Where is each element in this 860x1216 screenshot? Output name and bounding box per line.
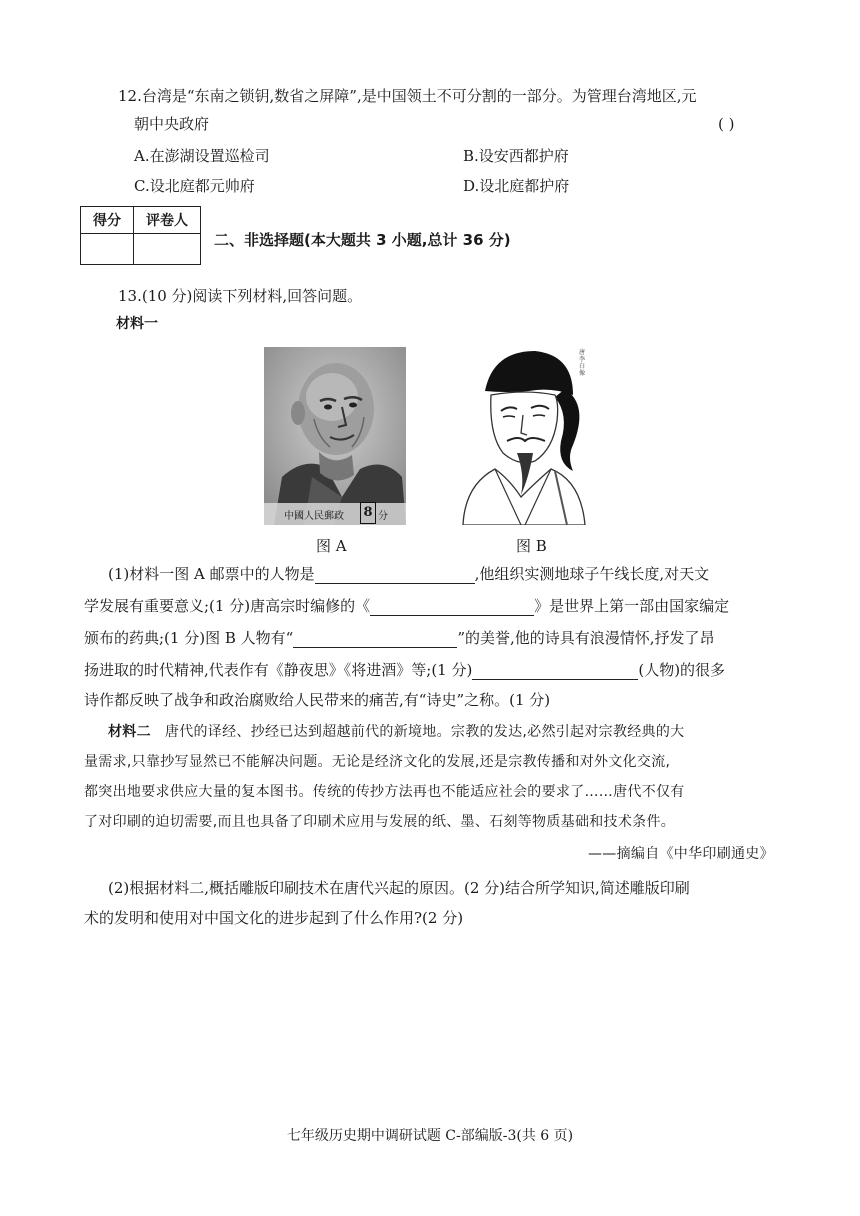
part1-l1-a: (1)材料一图 A 邮票中的人物是 (108, 565, 315, 583)
material-2-line1 (108, 722, 684, 742)
stamp-value: 8 (360, 502, 376, 524)
blank-pharmacopoeia[interactable] (370, 599, 534, 616)
q13-part1-line2 (84, 596, 729, 616)
q12-stem-line1: 12.台湾是“东南之锁钥,数省之屏障”,是中国领土不可分割的一部分。为管理台湾地区,元 (118, 87, 697, 105)
stamp-portrait-image (264, 347, 406, 525)
grader-cell[interactable] (134, 234, 201, 265)
q13-part1-line4 (84, 660, 725, 680)
material-1-label: 材料一 (116, 316, 158, 332)
material-2-label: 材料二 (108, 724, 151, 740)
material-2-line4: 了对印刷的迫切需要,而且也具备了印刷术应用与发展的纸、墨、石刻等物质基础和技术条件。 (84, 814, 676, 830)
q13-part2-line1: (2)根据材料二,概括雕版印刷技术在唐代兴起的原因。(2 分)结合所学知识,简述雕版印刷 (108, 879, 690, 897)
q13-stem: 13.(10 分)阅读下列材料,回答问题。 (118, 287, 363, 305)
poet-portrait-image (455, 345, 593, 525)
part1-l2-a: 学发展有重要意义;(1 分)唐高宗时编修的《 (84, 597, 371, 615)
q12-option-c: C.设北庭都元帅府 (134, 177, 255, 195)
q13-part1-line3 (84, 628, 715, 648)
part1-l2-b: 》是世界上第一部由国家编定 (534, 597, 730, 615)
q12-option-a: A.在澎湖设置巡检司 (134, 147, 270, 165)
score-cell[interactable] (81, 234, 134, 265)
part1-l3-b: ”的美誉,他的诗具有浪漫情怀,抒发了昂 (457, 629, 715, 647)
portrait-inscription: 唐李白像 (579, 349, 586, 377)
q12-option-d: D.设北庭都护府 (463, 177, 570, 195)
q12-stem-line2: 朝中央政府 (134, 115, 210, 133)
material-2-line3: 都突出地要求供应大量的复本图书。传统的传抄方法再也不能适应社会的要求了……唐代不仅有 (84, 784, 685, 800)
q13-part2-line2: 术的发明和使用对中国文化的进步起到了什么作用?(2 分) (84, 909, 464, 927)
grader-label: 评卷人 (134, 207, 201, 234)
blank-stamp-person[interactable] (315, 567, 475, 584)
blank-poet-title[interactable] (293, 631, 457, 648)
part1-l1-b: ,他组织实测地球子午线长度,对天文 (474, 565, 710, 583)
q12-option-b: B.设安西都护府 (463, 147, 569, 165)
material-2-line2: 量需求,只靠抄写显然已不能解决问题。无论是经济文化的发展,还是宗教传播和对外文化交流, (84, 754, 671, 770)
figure-b-caption: 图 B (516, 537, 547, 555)
score-label: 得分 (81, 207, 134, 234)
q12-answer-paren: ( ) (718, 115, 735, 133)
q13-part1-line5: 诗作都反映了战争和政治腐败给人民带来的痛苦,有“诗史”之称。(1 分) (84, 691, 551, 709)
score-box (80, 206, 201, 265)
stamp-unit: 分 (378, 511, 388, 522)
material-2-source: ——摘编自《中华印刷通史》 (588, 846, 774, 862)
stamp-country-text: 中國人民郵政 (284, 511, 344, 522)
part1-l4-a: 扬进取的时代精神,代表作有《静夜思》《将进酒》等;(1 分) (84, 661, 473, 679)
section-2-title: 二、非选择题(本大题共 3 小题,总计 36 分) (214, 231, 511, 249)
material-2-text1: 唐代的译经、抄经已达到超越前代的新境地。宗教的发达,必然引起对宗教经典的大 (164, 724, 685, 740)
blank-poet-historian[interactable] (472, 663, 638, 680)
part1-l3-a: 颁布的药典;(1 分)图 B 人物有“ (84, 629, 294, 647)
q13-part1-line1 (108, 564, 709, 584)
page-footer: 七年级历史期中调研试题 C-部编版-3(共 6 页) (286, 1128, 574, 1144)
figure-a-caption: 图 A (316, 537, 347, 555)
figure-a-stamp (264, 347, 406, 525)
figure-b-portrait (455, 345, 593, 525)
part1-l4-b: (人物)的很多 (638, 661, 726, 679)
